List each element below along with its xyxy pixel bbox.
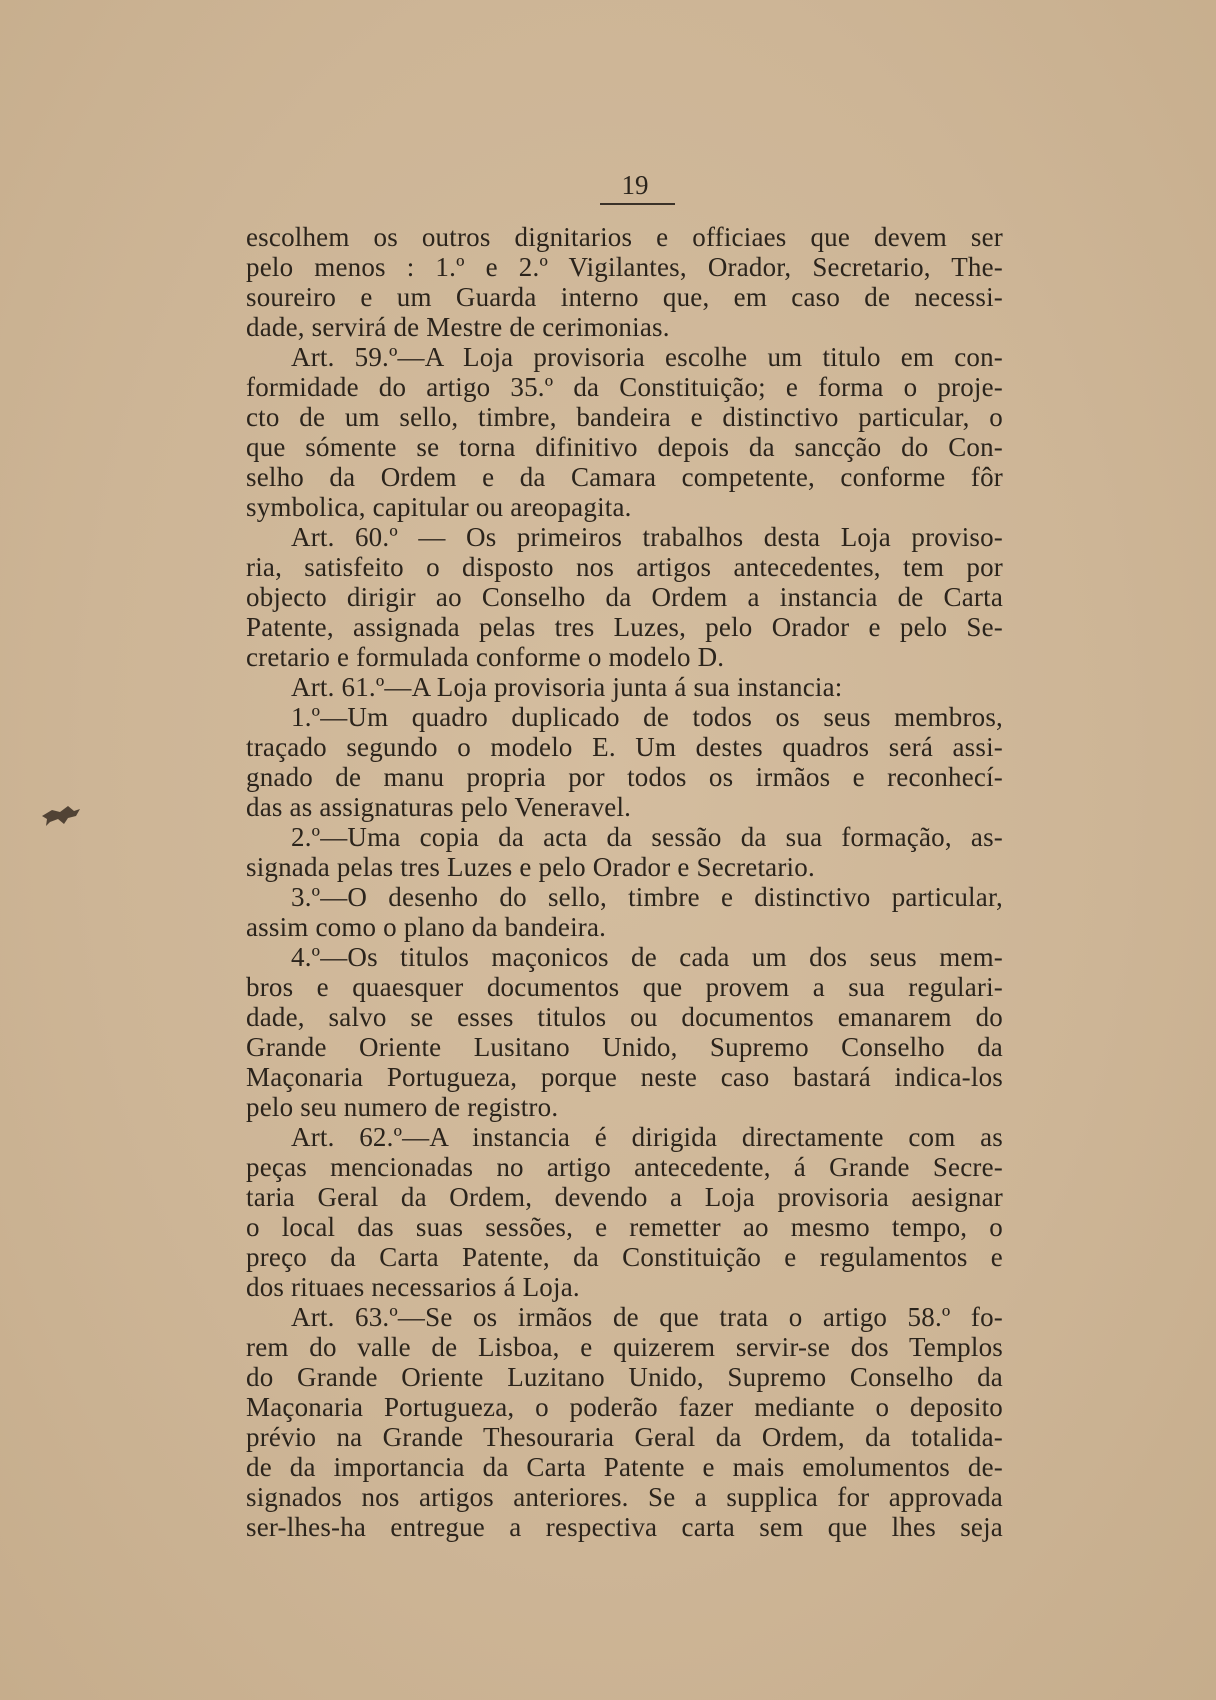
text-line: Art. 61.º—A Loja provisoria junta á sua instancia: xyxy=(291,672,843,702)
ink-blot-mark xyxy=(38,802,82,828)
text-line: de da importancia da Carta Patente e mais emolumentos de- xyxy=(246,1452,1003,1482)
text-line: Patente, assignada pelas tres Luzes, pelo Orador e pelo Se- xyxy=(246,612,1003,642)
text-line: Art. 60.º — Os primeiros trabalhos desta Loja proviso- xyxy=(291,522,1003,552)
text-line: cretario e formulada conforme o modelo D. xyxy=(246,642,725,672)
text-line: selho da Ordem e da Camara competente, conforme fôr xyxy=(246,462,1003,492)
text-line: traçado segundo o modelo E. Um destes quadros será assi- xyxy=(246,732,1003,762)
page-number: 19 xyxy=(621,170,649,200)
text-line: soureiro e um Guarda interno que, em caso de necessi- xyxy=(246,282,1003,312)
text-line: gnado de manu propria por todos os irmãos e reconhecí- xyxy=(246,762,1003,792)
text-line: prévio na Grande Thesouraria Geral da Ordem, da totalida- xyxy=(246,1422,1003,1452)
text-line: signados nos artigos anteriores. Se a supplica for approvada xyxy=(246,1482,1003,1512)
text-line: dade, servirá de Mestre de cerimonias. xyxy=(246,312,670,342)
text-line: ser-lhes-ha entregue a respectiva carta sem que lhes seja xyxy=(246,1512,1003,1542)
text-line: formidade do artigo 35.º da Constituição; e forma o proje- xyxy=(246,372,1003,402)
text-line: rem do valle de Lisboa, e quizerem servir-se dos Templos xyxy=(246,1332,1003,1362)
text-line: taria Geral da Ordem, devendo a Loja provisoria aesignar xyxy=(246,1182,1003,1212)
text-line: que sómente se torna difinitivo depois da sancção do Con- xyxy=(246,432,1003,462)
text-line: Art. 59.º—A Loja provisoria escolhe um titulo em con- xyxy=(291,342,1003,372)
text-line: Grande Oriente Lusitano Unido, Supremo Conselho da xyxy=(246,1032,1003,1062)
text-line: objecto dirigir ao Conselho da Ordem a instancia de Carta xyxy=(246,582,1003,612)
text-line: peças mencionadas no artigo antecedente, á Grande Secre- xyxy=(246,1152,1003,1182)
text-line: ria, satisfeito o disposto nos artigos antecedentes, tem por xyxy=(246,552,1003,582)
text-line: dos rituaes necessarios á Loja. xyxy=(246,1272,580,1302)
text-line: 3.º—O desenho do sello, timbre e distinctivo particular, xyxy=(291,882,1003,912)
text-line: escolhem os outros dignitarios e officiaes que devem ser xyxy=(246,222,1003,252)
text-line: do Grande Oriente Luzitano Unido, Supremo Conselho da xyxy=(246,1362,1003,1392)
text-line: Maçonaria Portugueza, porque neste caso bastará indica-los xyxy=(246,1062,1003,1092)
text-line: das as assignaturas pelo Veneravel. xyxy=(246,792,632,822)
text-line: Art. 62.º—A instancia é dirigida directamente com as xyxy=(291,1122,1003,1152)
text-line: Art. 63.º—Se os irmãos de que trata o artigo 58.º fo- xyxy=(291,1302,1003,1332)
text-line: assim como o plano da bandeira. xyxy=(246,912,607,942)
text-line: 1.º—Um quadro duplicado de todos os seus membros, xyxy=(291,702,1003,732)
page-number-rule xyxy=(600,203,675,205)
text-line: cto de um sello, timbre, bandeira e distinctivo particular, o xyxy=(246,402,1003,432)
text-line: 4.º—Os titulos maçonicos de cada um dos seus mem- xyxy=(291,942,1003,972)
body-text xyxy=(246,222,1003,1542)
text-line: dade, salvo se esses titulos ou documentos emanarem do xyxy=(246,1002,1003,1032)
text-line: o local das suas sessões, e remetter ao mesmo tempo, o xyxy=(246,1212,1003,1242)
text-line: pelo menos : 1.º e 2.º Vigilantes, Orador, Secretario, The- xyxy=(246,252,1003,282)
text-line: 2.º—Uma copia da acta da sessão da sua formação, as- xyxy=(291,822,1003,852)
text-line: signada pelas tres Luzes e pelo Orador e Secretario. xyxy=(246,852,815,882)
text-line: Maçonaria Portugueza, o poderão fazer mediante o deposito xyxy=(246,1392,1003,1422)
text-line: pelo seu numero de registro. xyxy=(246,1092,559,1122)
text-line: preço da Carta Patente, da Constituição e regulamentos e xyxy=(246,1242,1003,1272)
text-line: bros e quaesquer documentos que provem a sua regulari- xyxy=(246,972,1003,1002)
text-line: symbolica, capitular ou areopagita. xyxy=(246,492,632,522)
